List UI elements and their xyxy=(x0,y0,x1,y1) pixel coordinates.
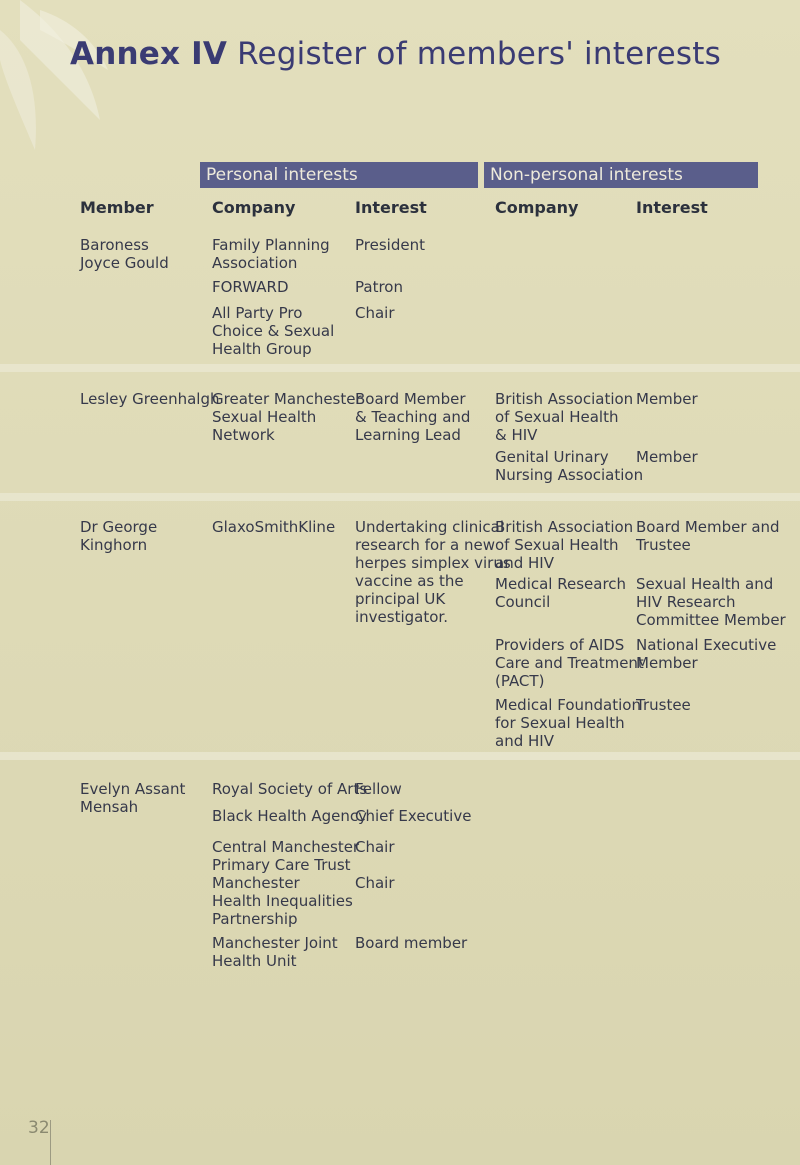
personal-company: Greater Manchester Sexual Health Network xyxy=(212,390,362,444)
personal-interest: Chief Executive xyxy=(355,807,472,825)
personal-interest: Chair xyxy=(355,838,395,856)
non-personal-interests-band: Non-personal interests xyxy=(484,162,758,188)
non-personal-interest: Member xyxy=(636,390,698,408)
member-name: Evelyn Assant Mensah xyxy=(80,780,186,816)
personal-company: Black Health Agency xyxy=(212,807,368,825)
personal-company: Family Planning Association xyxy=(212,236,330,272)
personal-company: All Party Pro Choice & Sexual Health Group xyxy=(212,304,335,358)
personal-interest: Chair xyxy=(355,874,395,892)
personal-company: Royal Society of Arts xyxy=(212,780,368,798)
column-header-interest: Interest xyxy=(355,198,427,217)
non-personal-interest: Member xyxy=(636,448,698,466)
page-title xyxy=(70,36,721,72)
non-personal-interest: Trustee xyxy=(636,696,691,714)
personal-company: Central Manchester Primary Care Trust xyxy=(212,838,360,874)
row-divider xyxy=(0,493,800,501)
leaf-swirl-icon xyxy=(0,0,110,160)
personal-interest: Chair xyxy=(355,304,395,322)
personal-interest: Patron xyxy=(355,278,403,296)
column-header-np-interest: Interest xyxy=(636,198,708,217)
column-header-member: Member xyxy=(80,198,154,217)
non-personal-company: Medical Foundation for Sexual Health and HIV xyxy=(495,696,641,750)
title-rest: Register of members' interests xyxy=(237,36,721,72)
non-personal-interest: Board Member and Trustee xyxy=(636,518,780,554)
page-number-rule xyxy=(50,1120,51,1165)
personal-company: FORWARD xyxy=(212,278,289,296)
non-personal-interest: Sexual Health and HIV Research Committee Member xyxy=(636,575,786,629)
column-header-np-company: Company xyxy=(495,198,579,217)
row-divider xyxy=(0,364,800,372)
personal-interest: Fellow xyxy=(355,780,402,798)
non-personal-company: British Association of Sexual Health & HIV xyxy=(495,390,634,444)
page-number: 32 xyxy=(28,1118,50,1138)
personal-interest: Board member xyxy=(355,934,468,952)
personal-interest: President xyxy=(355,236,425,254)
non-personal-interest: National Executive Member xyxy=(636,636,777,672)
personal-interest: Undertaking clinical research for a new herpes simplex virus vaccine as the principal UK investigator. xyxy=(355,518,511,626)
personal-company: Manchester Joint Health Unit xyxy=(212,934,338,970)
personal-interests-band: Personal interests xyxy=(200,162,478,188)
non-personal-company: Medical Research Council xyxy=(495,575,627,611)
corner-decoration xyxy=(0,0,110,160)
personal-company: GlaxoSmithKline xyxy=(212,518,336,536)
non-personal-company: Genital Urinary Nursing Association xyxy=(495,448,644,484)
personal-interest: Board Member & Teaching and Learning Lead xyxy=(355,390,471,444)
non-personal-company: British Association of Sexual Health and HIV xyxy=(495,518,634,572)
column-header-company: Company xyxy=(212,198,296,217)
row-divider xyxy=(0,752,800,760)
title-lead: Annex IV xyxy=(70,36,228,72)
member-name: Lesley Greenhalgh xyxy=(80,390,220,408)
personal-company: Manchester Health Inequalities Partnership xyxy=(212,874,353,928)
member-name: Dr George Kinghorn xyxy=(80,518,158,554)
non-personal-company: Providers of AIDS Care and Treatment (PACT) xyxy=(495,636,644,690)
member-name: Baroness Joyce Gould xyxy=(80,236,169,272)
